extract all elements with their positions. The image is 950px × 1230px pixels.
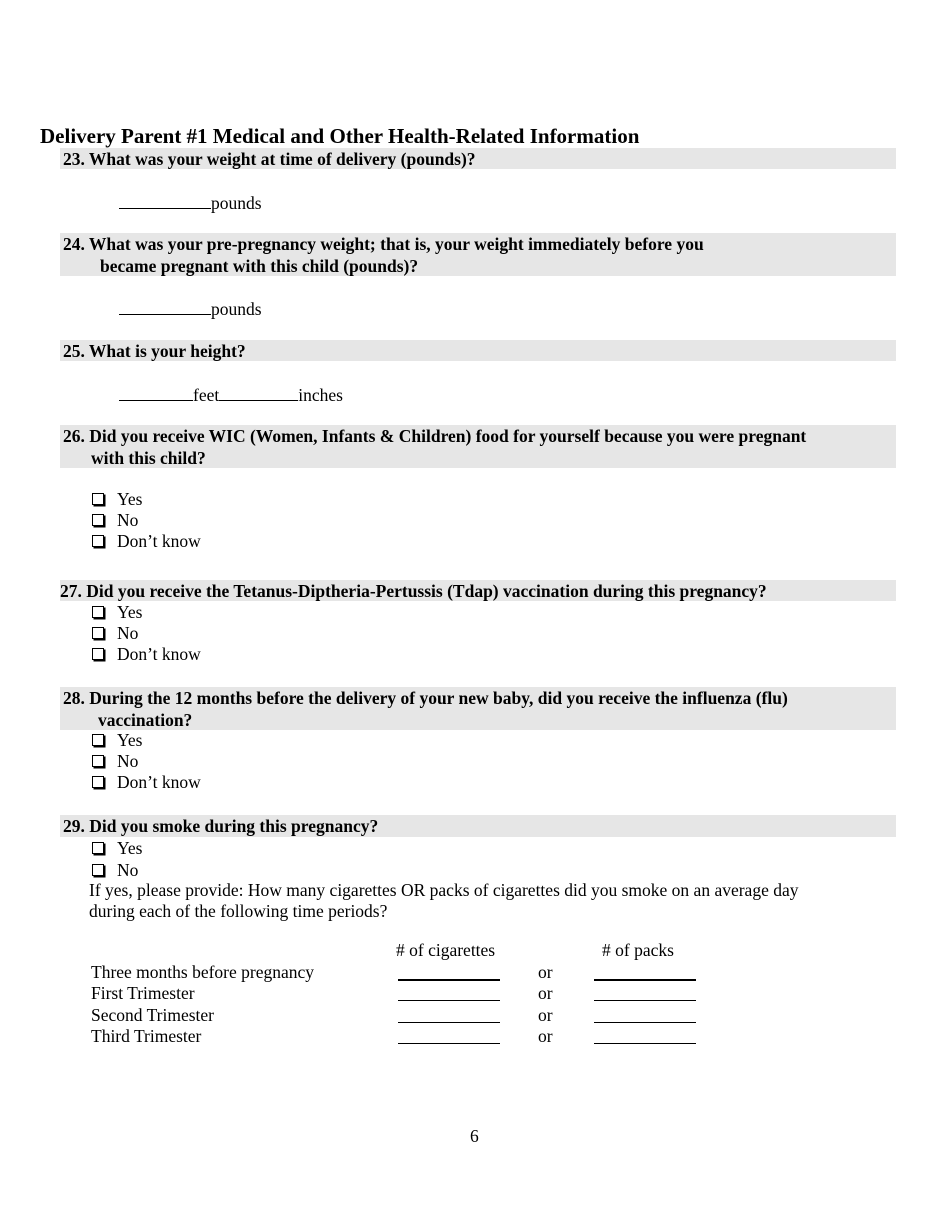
q27-option-no[interactable]: No (92, 623, 138, 644)
cigarettes-field[interactable] (398, 1022, 500, 1023)
or-label: or (538, 983, 553, 1003)
checkbox-icon[interactable] (92, 627, 104, 639)
question-24-line1: 24. What was your pre-pregnancy weight; that is, your weight immediately before you (63, 234, 704, 254)
period-label: First Trimester (91, 983, 195, 1003)
q29-followup-line2: during each of the following time periods? (89, 901, 388, 921)
q25-feet-unit: feet (193, 385, 220, 405)
question-24-line2: became pregnant with this child (pounds)? (100, 256, 419, 276)
checkbox-icon[interactable] (92, 514, 104, 526)
q23-answer (119, 192, 262, 214)
q25-feet-field[interactable] (119, 384, 193, 401)
q26-option-yes[interactable]: Yes (92, 489, 142, 510)
or-label: or (538, 1005, 553, 1025)
q27-option-yes[interactable]: Yes (92, 602, 142, 623)
q29-followup-line1: If yes, please provide: How many cigarettes OR packs of cigarettes did you smoke on an average day (89, 880, 799, 900)
q28-option-yes[interactable]: Yes (92, 730, 142, 751)
checkbox-icon[interactable] (92, 648, 104, 660)
question-29-text: 29. Did you smoke during this pregnancy? (63, 816, 379, 836)
q26-option-no[interactable]: No (92, 510, 138, 531)
q25-inches-unit: inches (298, 385, 343, 405)
q29-option-yes[interactable]: Yes (92, 838, 142, 859)
q23-weight-field[interactable] (119, 192, 211, 209)
checkbox-icon[interactable] (92, 755, 104, 767)
period-label: Second Trimester (91, 1005, 214, 1025)
question-26-line1: 26. Did you receive WIC (Women, Infants & Children) food for yourself because you were pregnant (63, 426, 807, 446)
period-label: Third Trimester (91, 1026, 202, 1046)
question-25 (60, 340, 896, 361)
q26-option-dont-know[interactable]: Don’t know (92, 531, 201, 552)
period-label: Three months before pregnancy (91, 962, 315, 982)
q24-unit: pounds (211, 299, 262, 319)
packs-field[interactable] (594, 979, 696, 981)
packs-field[interactable] (594, 1000, 696, 1001)
page-number: 6 (470, 1126, 479, 1146)
question-23 (60, 148, 896, 169)
question-27-text: 27. Did you receive the Tetanus-Diptheria-Pertussis (Tdap) vaccination during this pregnancy? (60, 581, 767, 601)
col-packs-header: # of packs (602, 940, 674, 960)
question-26-line2: with this child? (91, 448, 206, 468)
q25-inches-field[interactable] (219, 384, 298, 401)
q24-weight-field[interactable] (119, 298, 211, 315)
question-24 (60, 233, 896, 276)
cigarettes-field[interactable] (398, 1043, 500, 1044)
checkbox-icon[interactable] (92, 776, 104, 788)
section-title: Delivery Parent #1 Medical and Other Health-Related Information (40, 124, 640, 148)
checkbox-icon[interactable] (92, 493, 104, 505)
checkbox-icon[interactable] (92, 864, 104, 876)
checkbox-icon[interactable] (92, 842, 104, 854)
q28-option-dont-know[interactable]: Don’t know (92, 772, 201, 793)
question-26 (60, 425, 896, 468)
col-cigarettes-header: # of cigarettes (396, 940, 496, 960)
checkbox-icon[interactable] (92, 606, 104, 618)
or-label: or (538, 1026, 553, 1046)
packs-field[interactable] (594, 1043, 696, 1044)
cigarettes-field[interactable] (398, 979, 500, 981)
question-23-text: 23. What was your weight at time of delivery (pounds)? (63, 149, 476, 169)
packs-field[interactable] (594, 1022, 696, 1023)
question-25-text: 25. What is your height? (63, 341, 246, 361)
q25-answer (119, 384, 343, 406)
question-27 (60, 580, 896, 601)
q27-option-dont-know[interactable]: Don’t know (92, 644, 201, 665)
question-28-line2: vaccination? (98, 710, 193, 730)
or-label: or (538, 962, 553, 982)
checkbox-icon[interactable] (92, 535, 104, 547)
checkbox-icon[interactable] (92, 734, 104, 746)
q24-answer (119, 298, 262, 320)
cigarettes-field[interactable] (398, 1000, 500, 1001)
q28-option-no[interactable]: No (92, 751, 138, 772)
q23-unit: pounds (211, 193, 262, 213)
question-28 (60, 687, 896, 730)
question-28-line1: 28. During the 12 months before the delivery of your new baby, did you receive the influenza (flu) (63, 688, 788, 708)
question-29 (60, 815, 896, 837)
q29-option-no[interactable]: No (92, 860, 138, 881)
